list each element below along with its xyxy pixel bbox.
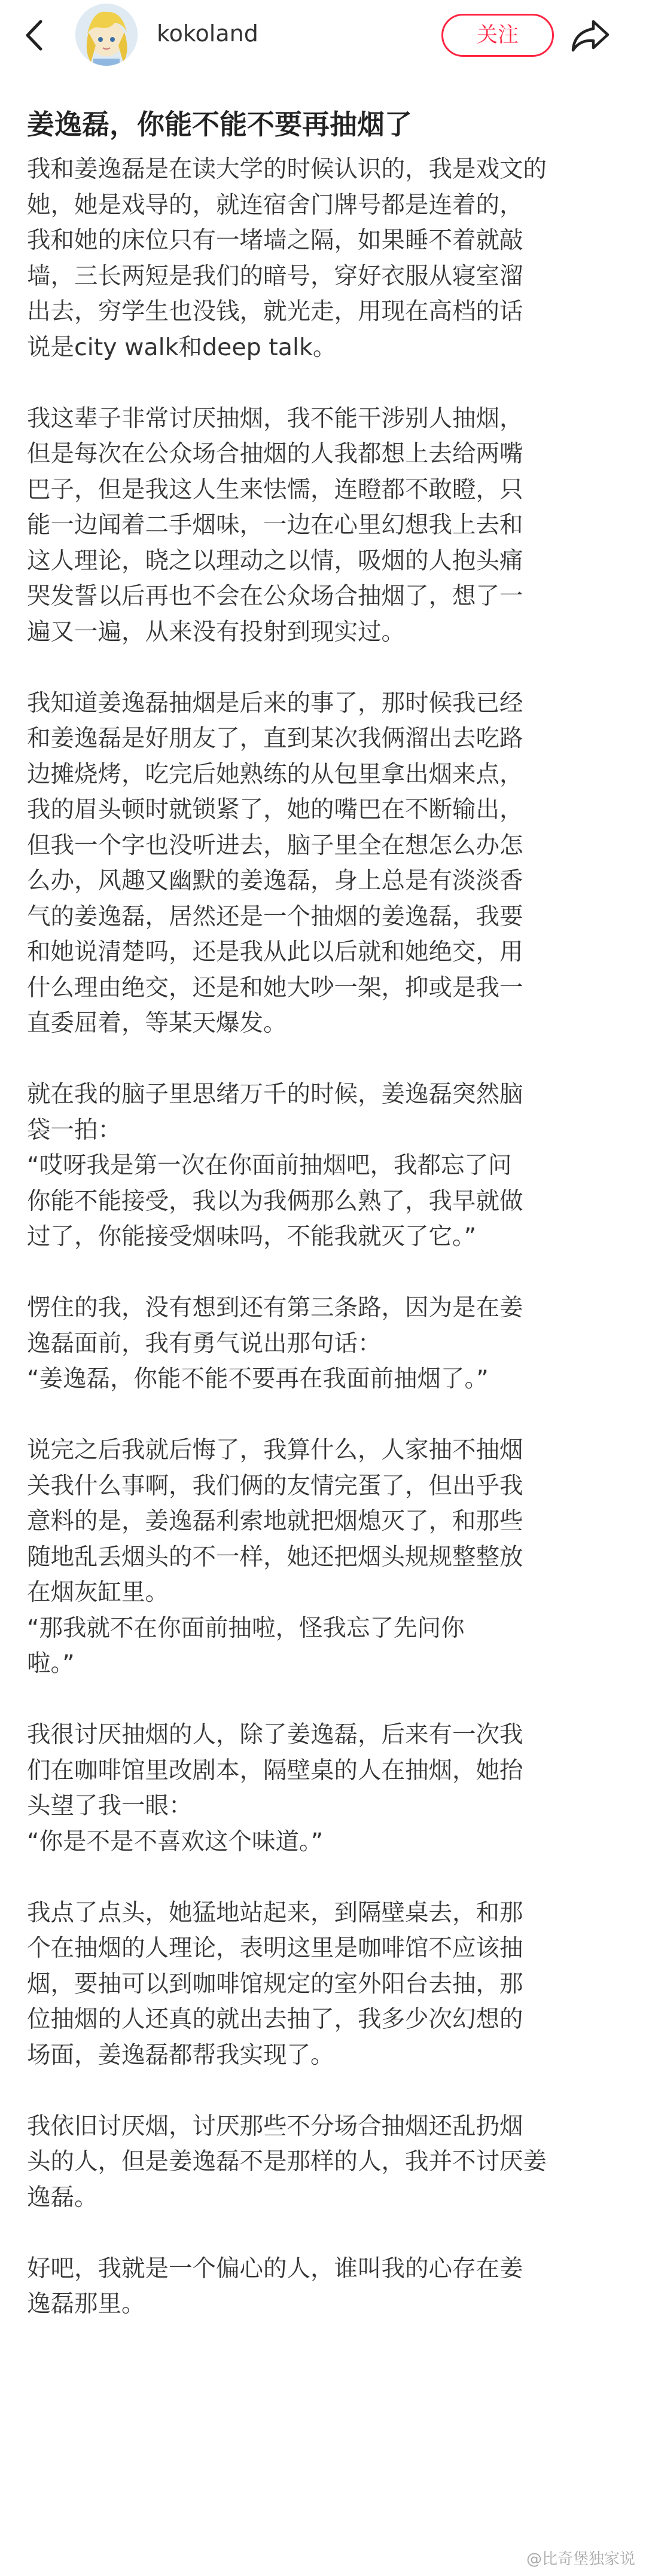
paragraph-line: 袋一拍： xyxy=(27,1116,121,1144)
paragraph-line: “你是不是不喜欢这个味道。” xyxy=(27,1827,324,1855)
back-arrow-icon xyxy=(18,14,54,56)
paragraph-line: “那我就不在你面前抽啦，怪我忘了先问你 xyxy=(27,1614,465,1642)
paragraph-line: 们在咖啡馆里改剧本，隔壁桌的人在抽烟，她抬 xyxy=(27,1756,523,1784)
paragraph-line: 直委屈着，等某天爆发。 xyxy=(27,1009,287,1037)
paragraph-line: 意料的是，姜逸磊利索地就把烟熄灭了，和那些 xyxy=(27,1507,523,1535)
paragraph-line: 位抽烟的人还真的就出去抽了，我多少次幻想的 xyxy=(27,2006,523,2033)
paragraph-line: 能一边闻着二手烟味，一边在心里幻想我上去和 xyxy=(27,511,523,539)
paragraph-line: 场面，姜逸磊都帮我实现了。 xyxy=(27,2041,334,2069)
follow-button[interactable]: 关注 xyxy=(441,14,554,57)
paragraph-line: 我点了点头，她猛地站起来，到隔壁桌去，和那 xyxy=(27,1899,523,1927)
paragraph-line: 什么理由绝交，还是和她大吵一架，抑或是我一 xyxy=(27,973,523,1002)
paragraph-gap xyxy=(27,1682,625,1718)
paragraph-line: “姜逸磊，你能不能不要再在我面前抽烟了。” xyxy=(27,1365,489,1393)
paragraph-line: 墙，三长两短是我们的暗号，穿好衣服从寝室溜 xyxy=(27,262,523,290)
note-paragraph xyxy=(27,401,625,651)
paragraph-line: 我和姜逸磊是在读大学的时候认识的，我是戏文的 xyxy=(27,155,547,183)
paragraph-gap xyxy=(27,365,625,401)
paragraph-line: 气的姜逸磊，居然还是一个抽烟的姜逸磊，我要 xyxy=(27,902,523,930)
paragraph-line: 愣住的我，没有想到还有第三条路，因为是在姜 xyxy=(27,1294,523,1321)
note-paragraph xyxy=(27,1433,625,1682)
top-navigation-bar xyxy=(0,0,646,71)
paragraph-gap xyxy=(27,1255,625,1291)
paragraph-line: 我知道姜逸磊抽烟是后来的事了，那时候我已经 xyxy=(27,689,523,717)
avatar-image xyxy=(75,4,138,66)
paragraph-line: 边摊烧烤，吃完后她熟练的从包里拿出烟来点， xyxy=(27,760,523,788)
paragraph-line: 这人理论，晓之以理动之以情，吸烟的人抱头痛 xyxy=(27,547,523,575)
paragraph-line: 巴子，但是我这人生来怯懦，连瞪都不敢瞪，只 xyxy=(27,475,523,503)
paragraph-line: 和姜逸磊是好朋友了，直到某次我俩溜出去吃路 xyxy=(27,725,523,752)
paragraph-line: 在烟灰缸里。 xyxy=(27,1579,169,1606)
paragraph-line: 关我什么事啊，我们俩的友情完蛋了，但出乎我 xyxy=(27,1472,523,1500)
paragraph-line: 我依旧讨厌烟，讨厌那些不分场合抽烟还乱扔烟 xyxy=(27,2112,523,2140)
back-button[interactable] xyxy=(18,14,54,56)
paragraph-line: 遍又一遍，从来没有投射到现实过。 xyxy=(27,618,405,646)
paragraph-line: 随地乱丢烟头的不一样，她还把烟头规规整整放 xyxy=(27,1543,523,1571)
note-paragraph xyxy=(27,152,625,365)
paragraph-gap xyxy=(27,1397,625,1433)
paragraph-line: 我的眉头顿时就锁紧了，她的嘴巴在不断输出， xyxy=(27,796,523,823)
paragraph-line: 说是city walk和deep talk。 xyxy=(27,333,337,361)
paragraph-line: 烟，要抽可以到咖啡馆规定的室外阳台去抽，那 xyxy=(27,1970,523,1998)
author-name[interactable]: kokoland xyxy=(157,20,258,47)
paragraph-line: 她，她是戏导的，就连宿舍门牌号都是连着的， xyxy=(27,191,523,219)
note-paragraph xyxy=(27,2109,625,2216)
paragraph-line: 我很讨厌抽烟的人，除了姜逸磊，后来有一次我 xyxy=(27,1721,523,1748)
paragraph-line: 个在抽烟的人理论，表明这里是咖啡馆不应该抽 xyxy=(27,1934,523,1962)
paragraph-gap xyxy=(27,1042,625,1078)
share-button[interactable] xyxy=(568,16,613,55)
watermark-text: @比奇堡独家说 xyxy=(526,2550,635,2568)
note-paragraph xyxy=(27,1290,625,1397)
note-title: 姜逸磊，你能不能不要再抽烟了 xyxy=(27,108,412,141)
paragraph-line: 好吧，我就是一个偏心的人，谁叫我的心存在姜 xyxy=(27,2254,523,2282)
paragraph-line: 和她说清楚吗，还是我从此以后就和她绝交，用 xyxy=(27,938,523,966)
paragraph-line: 出去，穷学生也没钱，就光走，用现在高档的话 xyxy=(27,298,523,325)
paragraph-line: 头的人，但是姜逸磊不是那样的人，我并不讨厌姜 xyxy=(27,2148,547,2175)
paragraph-line: “哎呀我是第一次在你面前抽烟吧，我都忘了问 xyxy=(27,1152,512,1179)
note-paragraph xyxy=(27,1717,625,1860)
paragraph-gap xyxy=(27,1860,625,1896)
paragraph-line: 我这辈子非常讨厌抽烟，我不能干涉别人抽烟， xyxy=(27,404,523,432)
paragraph-line: 啦。” xyxy=(27,1650,75,1677)
paragraph-line: 我和她的床位只有一堵墙之隔，如果睡不着就敲 xyxy=(27,227,523,254)
paragraph-line: 哭发誓以后再也不会在公众场合抽烟了，想了一 xyxy=(27,582,523,610)
share-icon xyxy=(568,16,613,55)
paragraph-line: 过了，你能接受烟味吗，不能我就灭了它。” xyxy=(27,1223,477,1250)
paragraph-line: 逸磊。 xyxy=(27,2183,98,2211)
paragraph-line: 但我一个字也没听进去，脑子里全在想怎么办怎 xyxy=(27,831,523,859)
paragraph-line: 逸磊那里。 xyxy=(27,2290,145,2318)
note-paragraph xyxy=(27,686,625,1042)
note-paragraph xyxy=(27,1896,625,2074)
paragraph-gap xyxy=(27,2215,625,2251)
paragraph-line: 就在我的脑子里思绪万千的时候，姜逸磊突然脑 xyxy=(27,1081,523,1108)
paragraph-line: 说完之后我就后悔了，我算什么，人家抽不抽烟 xyxy=(27,1436,523,1464)
paragraph-line: 你能不能接受，我以为我俩那么熟了，我早就做 xyxy=(27,1187,523,1215)
note-paragraph xyxy=(27,2251,625,2322)
paragraph-gap xyxy=(27,2073,625,2109)
author-avatar[interactable] xyxy=(75,4,138,66)
note-paragraph xyxy=(27,1077,625,1255)
note-body xyxy=(27,152,625,2322)
paragraph-line: 头望了我一眼： xyxy=(27,1792,193,1820)
paragraph-gap xyxy=(27,650,625,686)
paragraph-line: 但是每次在公众场合抽烟的人我都想上去给两嘴 xyxy=(27,440,523,468)
paragraph-line: 逸磊面前，我有勇气说出那句话： xyxy=(27,1329,382,1357)
paragraph-line: 么办，风趣又幽默的姜逸磊，身上总是有淡淡香 xyxy=(27,867,523,895)
